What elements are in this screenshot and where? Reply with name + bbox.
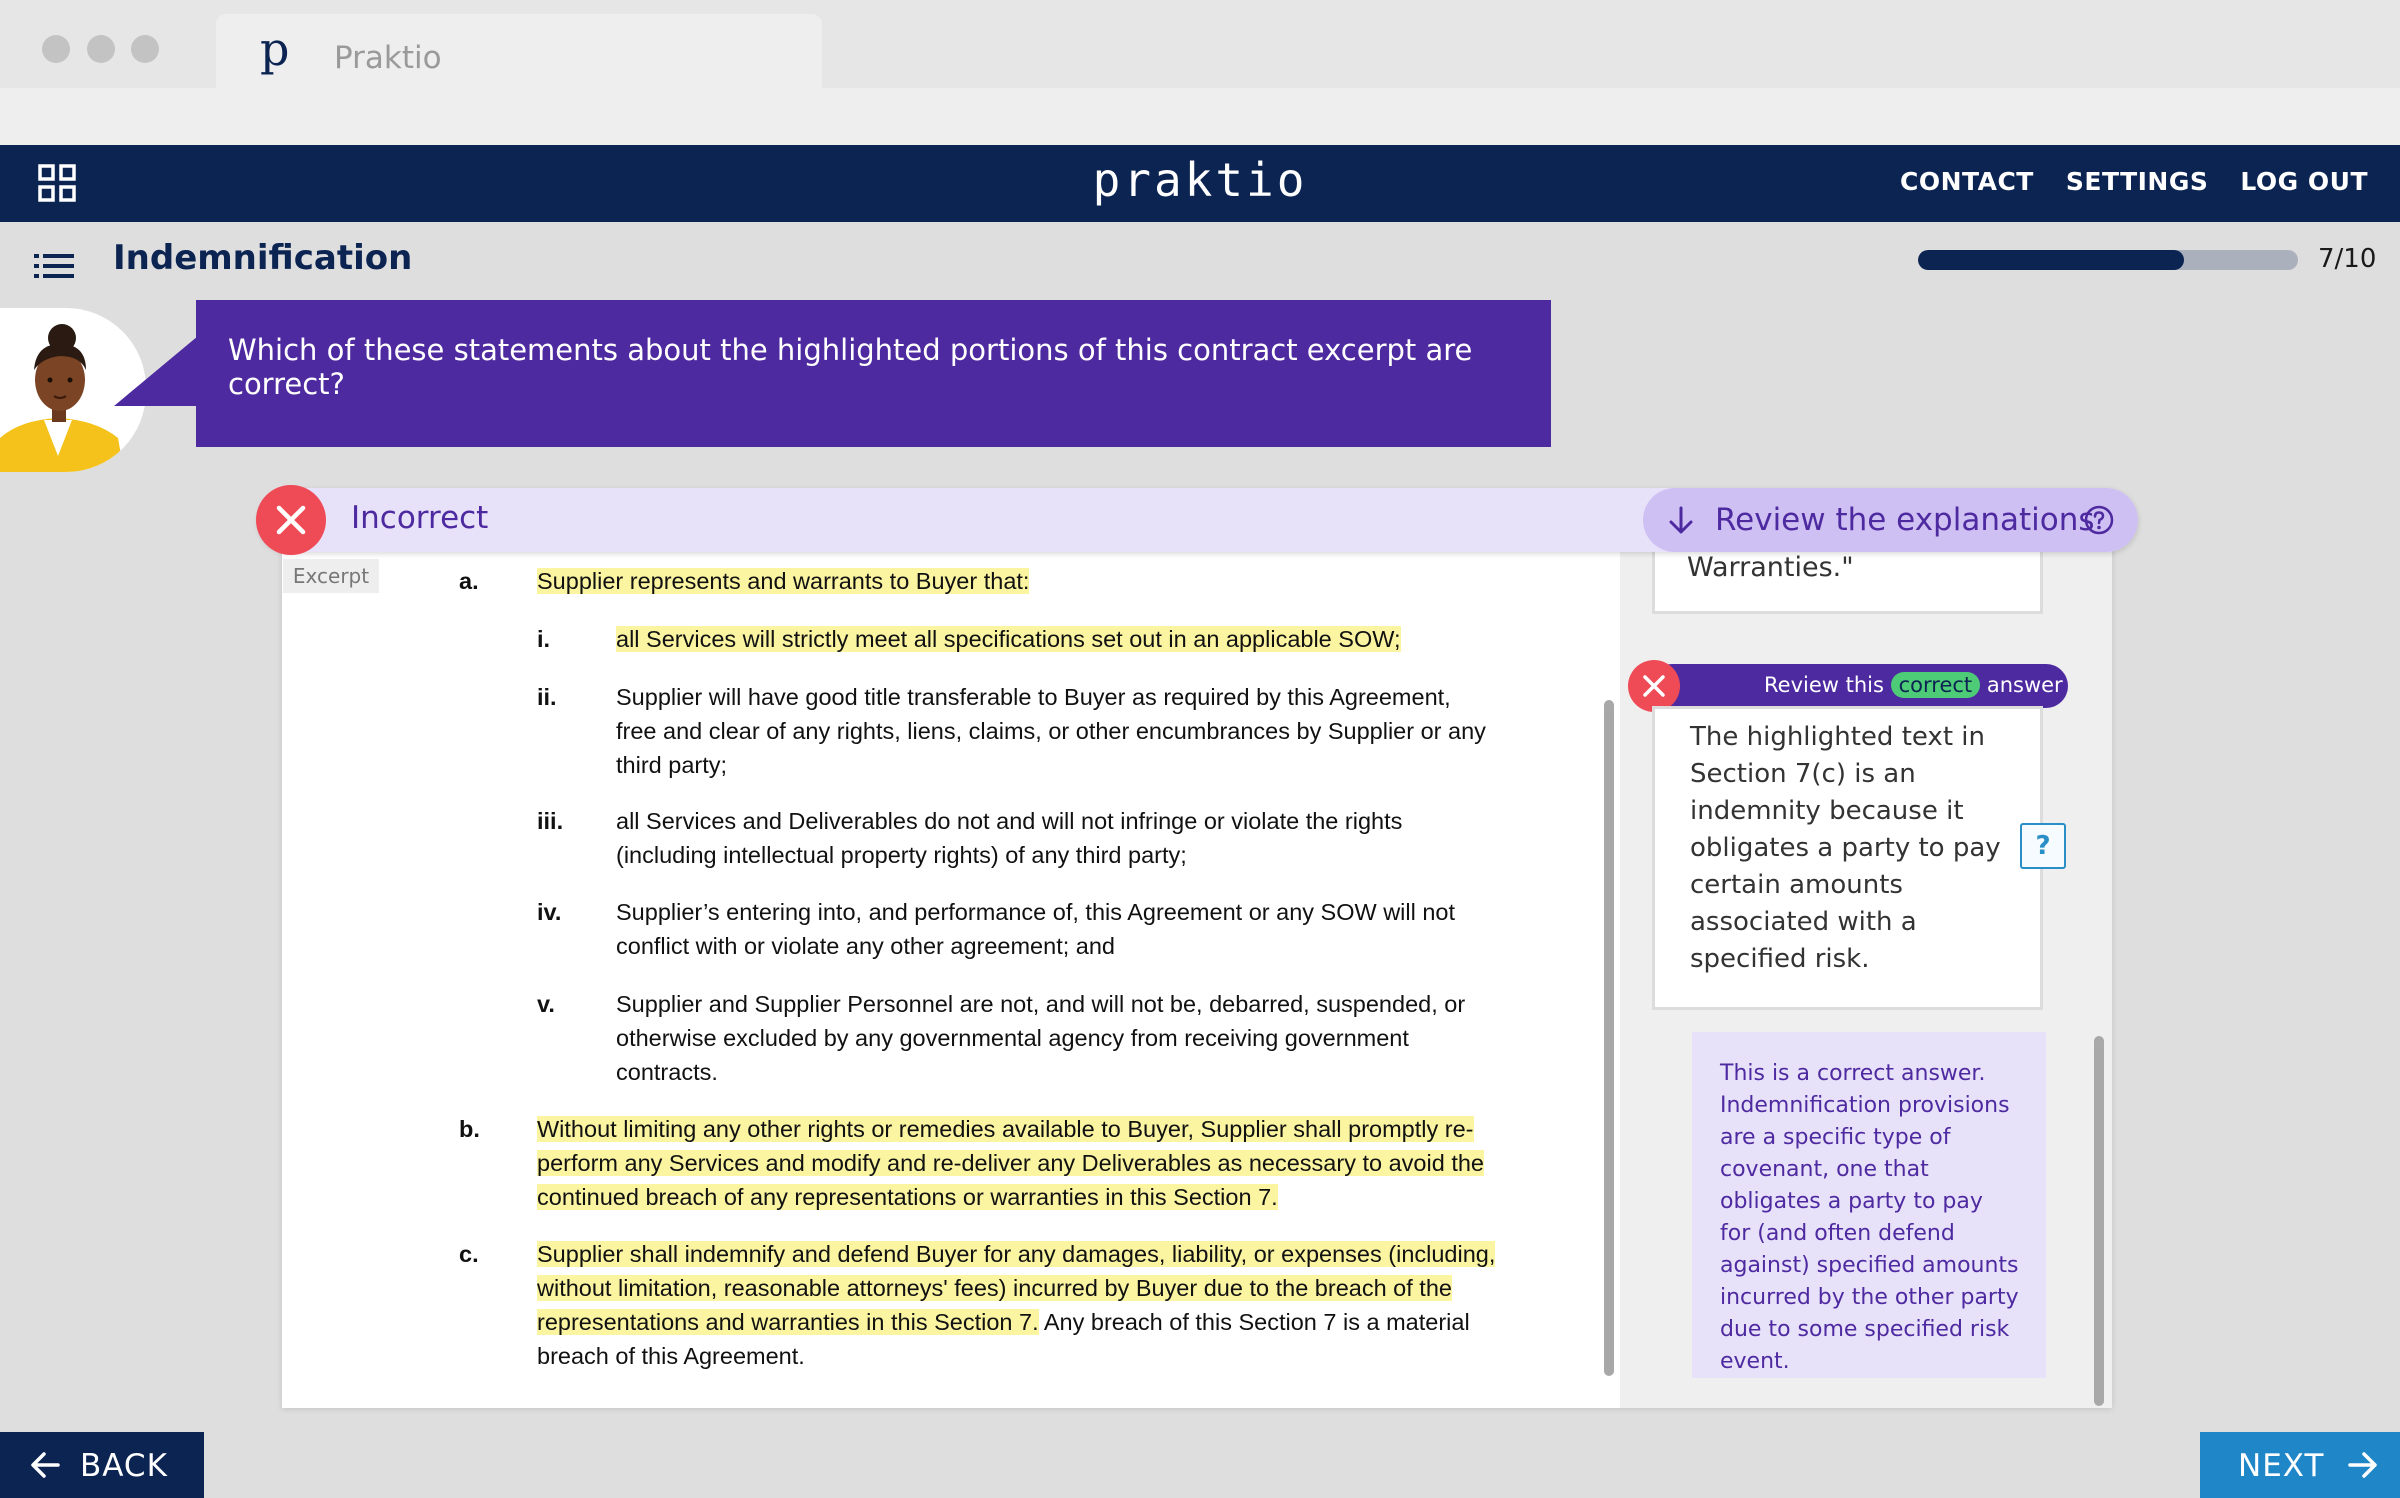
list-menu-icon[interactable] <box>34 253 74 279</box>
item-iii-label: iii. <box>537 808 564 834</box>
arrow-down-icon <box>1665 504 1697 536</box>
answer-help-button[interactable]: ? <box>2020 823 2066 869</box>
back-label: BACK <box>80 1448 168 1484</box>
answer-card[interactable] <box>1652 706 2043 1010</box>
clause-a-label: a. <box>459 568 479 594</box>
browser-tab[interactable] <box>216 14 822 88</box>
window-maximize-dot[interactable] <box>131 35 159 63</box>
excerpt-tag: Excerpt <box>283 559 379 593</box>
arrow-right-icon <box>2346 1450 2378 1480</box>
item-iv-label: iv. <box>537 899 562 925</box>
help-circle-icon[interactable] <box>2083 504 2115 536</box>
nav-contact[interactable]: CONTACT <box>1899 167 2034 196</box>
answer-header-suffix: answer <box>1986 673 2063 697</box>
back-button[interactable] <box>0 1432 204 1498</box>
brand-logo[interactable]: praktio <box>1092 153 1308 207</box>
clause-b-label: b. <box>459 1116 480 1142</box>
item-v-label: v. <box>537 991 555 1017</box>
browser-toolbar <box>0 88 2400 145</box>
progress-bar <box>1918 250 2298 270</box>
correct-badge: correct <box>1891 672 1981 698</box>
answer-review-header-text <box>1764 672 2063 698</box>
top-navbar <box>0 145 2400 222</box>
item-i-label: i. <box>537 626 551 652</box>
item-ii-label: ii. <box>537 684 557 710</box>
clause-a-text <box>537 564 1487 598</box>
answer-text: The highlighted text in Section 7(c) is an indemnity because it obligates a party to pay certain amounts associated with a specified risk. <box>1690 722 2001 974</box>
next-label: NEXT <box>2238 1448 2325 1484</box>
item-v-text: Supplier and Supplier Personnel are not, and will not be, debarred, suspended, or otherwise excluded by any governmental agency from receiving government contracts. <box>616 991 1466 1085</box>
review-explanations-label: Review the explanations <box>1715 502 2095 538</box>
item-i-text <box>616 622 1496 656</box>
incorrect-icon <box>256 485 326 555</box>
item-ii-text: Supplier will have good title transferable to Buyer as required by this Agreement, free and clear of any rights, liens, claims, or other encumbrances by Supplier or any third party; <box>616 684 1486 778</box>
arrow-left-icon <box>30 1450 62 1480</box>
next-button[interactable] <box>2200 1432 2400 1498</box>
result-status-text: Incorrect <box>351 500 489 536</box>
answer-header-prefix: Review this <box>1764 673 1884 697</box>
question-text: Which of these statements about the highlighted portions of this contract excerpt are correct? <box>196 300 1551 447</box>
lesson-title: Indemnification <box>113 238 413 278</box>
explanation-box <box>1692 1032 2046 1378</box>
previous-answer-snippet: Warranties." <box>1687 552 1854 583</box>
tab-title: Praktio <box>334 40 442 76</box>
praktio-logo-icon: p <box>260 22 290 76</box>
clause-c-text <box>537 1237 1499 1373</box>
progress-count: 7/10 <box>2318 244 2377 274</box>
clause-b-highlight: Without limiting any other rights or remedies available to Buyer, Supplier shall promptly re-perform any Services and modify and re-deliver any Deliverables as necessary to avoid the continued breach of any representations or warranties in this Section 7. <box>537 1116 1484 1210</box>
excerpt-scrollbar[interactable] <box>1604 700 1614 1376</box>
window-minimize-dot[interactable] <box>87 35 115 63</box>
nav-settings[interactable]: SETTINGS <box>2065 167 2209 196</box>
progress-bar-fill <box>1918 250 2184 270</box>
clause-c-remainder: Any breach of this Section 7 is a material breach of this Agreement. <box>537 1309 1470 1369</box>
nav-logout[interactable]: LOG OUT <box>2240 167 2368 196</box>
review-explanations-button[interactable] <box>1643 488 2138 552</box>
browser-chrome <box>0 0 2400 145</box>
clause-c-highlight: Supplier shall indemnify and defend Buyer for any damages, liability, or expenses (including, without limitation, reasonable attorneys' fees) incurred by Buyer due to the breach of the representations and warranties in this Section 7. <box>537 1241 1496 1335</box>
clause-a-highlight: Supplier represents and warrants to Buyer that: <box>537 568 1030 594</box>
speech-bubble-tail <box>114 336 198 406</box>
answer-review-header <box>1650 664 2068 708</box>
answer-incorrect-icon <box>1628 660 1680 712</box>
nav-links <box>1900 167 2368 196</box>
item-iv-text: Supplier’s entering into, and performance of, this Agreement or any SOW will not conflict with or violate any other agreement; and <box>616 899 1456 959</box>
explanation-text: This is a correct answer. Indemnification provisions are a specific type of covenant, one that obligates a party to pay for (and often defend against) specified amounts incurred by the other party due to some specified risk event. <box>1720 1061 2019 1374</box>
clause-c-label: c. <box>459 1241 479 1267</box>
window-close-dot[interactable] <box>42 35 70 63</box>
clause-b-text <box>537 1112 1499 1214</box>
item-i-highlight: all Services will strictly meet all specifications set out in an applicable SOW; <box>616 626 1401 652</box>
item-iii-text: all Services and Deliverables do not and will not infringe or violate the rights (including intellectual property rights) of any third party; <box>616 808 1403 868</box>
explanations-scrollbar[interactable] <box>2094 1036 2104 1406</box>
previous-answer-card <box>1652 552 2043 614</box>
